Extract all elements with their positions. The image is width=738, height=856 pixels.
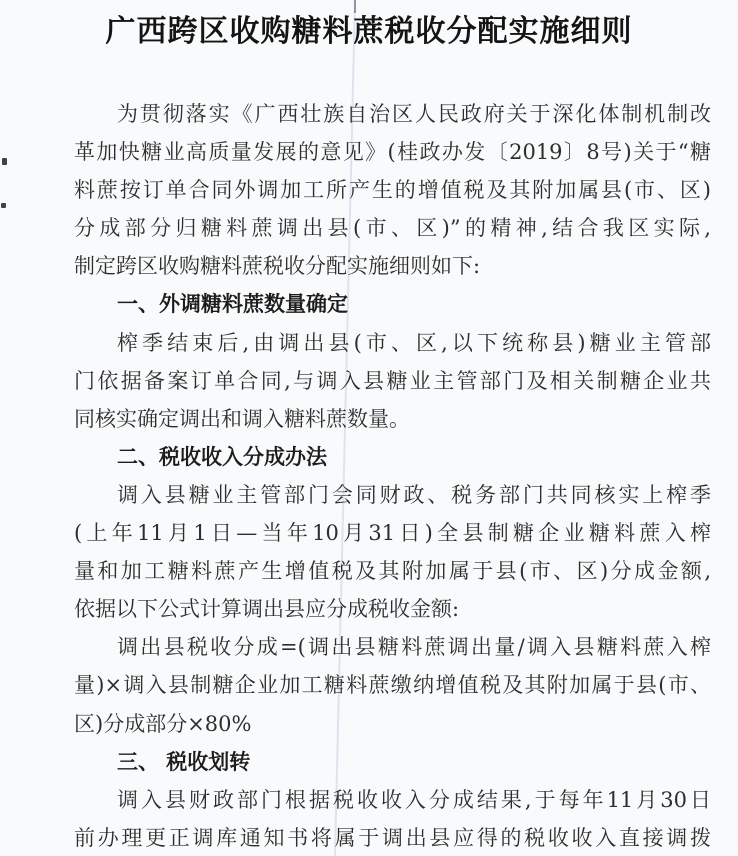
section-heading: 二、税收收入分成办法 [117,444,327,469]
document-line: 料蔗按订单合同外调加工所产生的增值税及其附加属县(市、区) [74,178,711,203]
scan-artifact [2,158,7,165]
document-line: 量)×调入县制糖企业加工糖料蔗缴纳增值税及其附加属于县(市、 [74,673,711,698]
document-line: 榨季结束后,由调出县(市、区,以下统称县)糖业主管部 [117,330,711,355]
document-title: 广西跨区收购糖料蔗税收分配实施细则 [105,14,633,49]
document-line: 门依据备案订单合同,与调入县糖业主管部门及相关制糖企业共 [74,368,711,393]
section-heading: 三、 税收划转 [117,749,251,774]
document-line: 调入县糖业主管部门会同财政、税务部门共同核实上榨季 [117,482,711,507]
document-line: 革加快糖业高质量发展的意见》(桂政办发〔2019〕8号)关于“糖 [74,140,711,165]
document-line: 同核实确定调出和调入糖料蔗数量。 [74,406,410,431]
section-heading: 一、外调糖料蔗数量确定 [117,292,348,317]
document-line: 量和加工糖料蔗产生增值税及其附加属于县(市、区)分成金额, [74,559,711,584]
document-line: 调入县财政部门根据税收收入分成结果,于每年11月30日 [117,787,711,812]
document-line: 区)分成部分×80% [74,711,252,736]
text-block [74,95,711,856]
scan-artifact [1,203,6,208]
document-line: 前办理更正调库通知书将属于调出县应得的税收收入直接调拨 [74,825,711,850]
scan-fold-line-top [354,0,356,13]
document-line: (上年11月1日—当年10月31日)全县制糖企业糖料蔗入榨 [74,521,711,546]
document-line: 为贯彻落实《广西壮族自治区人民政府关于深化体制机制改 [117,102,711,126]
document-line: 调出县税收分成=(调出县糖料蔗调出量/调入县糖料蔗入榨 [117,635,711,660]
document-line: 分成部分归糖料蔗调出县(市、区)”的精神,结合我区实际, [74,216,711,241]
document-line: 制定跨区收购糖料蔗税收分配实施细则如下: [74,254,481,279]
document-line: 依据以下公式计算调出县应分成税收金额: [74,597,460,622]
